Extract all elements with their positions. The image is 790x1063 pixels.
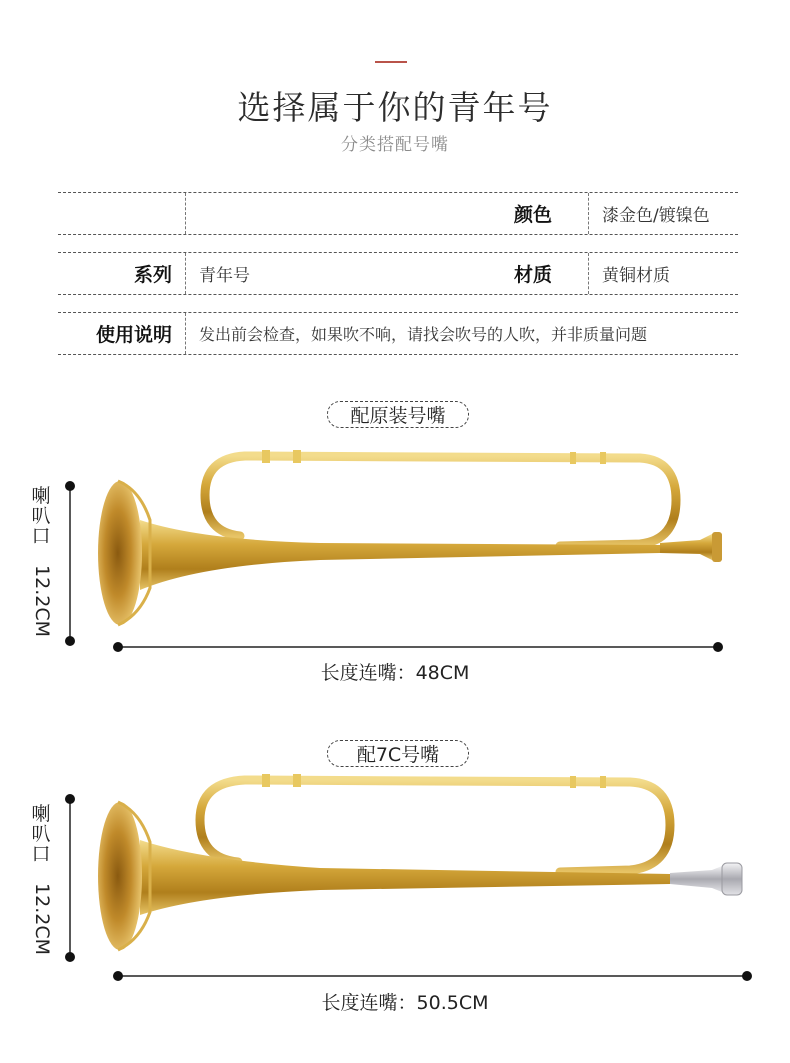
product-1-bell-size: 12.2CM — [31, 565, 53, 637]
page-subtitle: 分类搭配号嘴 — [341, 135, 449, 155]
material-value: 黄铜材质 — [602, 266, 670, 286]
series-value: 青年号 — [199, 266, 250, 286]
product-1-tag: 配原装号嘴 — [327, 401, 469, 428]
product-1-length-dimension — [113, 642, 723, 652]
product-1-bell-dimension — [65, 481, 75, 646]
page-title: 选择属于你的青年号 — [237, 88, 553, 127]
usage-value: 发出前会检查，如果吹不响，请找会吹号的人吹，并非质量问题 — [199, 325, 648, 344]
product-1-bell-label: 喇 叭 口 — [31, 485, 51, 547]
product-2-bell-size: 12.2CM — [31, 883, 53, 955]
product-2-tag: 配7C号嘴 — [327, 740, 469, 767]
product-2-bell-dimension — [65, 794, 75, 962]
product-2-bell-label: 喇 叭 口 — [31, 803, 51, 865]
series-label: 系列 — [133, 264, 172, 286]
usage-label: 使用说明 — [95, 324, 172, 346]
product-2-length-dimension — [113, 971, 752, 981]
color-label: 颜色 — [513, 204, 552, 226]
product-2-length-caption: 长度连嘴：50.5CM — [321, 992, 489, 1014]
product-1-length-caption: 长度连嘴：48CM — [320, 662, 470, 684]
bugle-2-icon — [98, 774, 742, 950]
color-value: 漆金色/镀镍色 — [602, 206, 710, 226]
bugle-1-icon — [98, 450, 722, 625]
material-label: 材质 — [513, 264, 552, 286]
